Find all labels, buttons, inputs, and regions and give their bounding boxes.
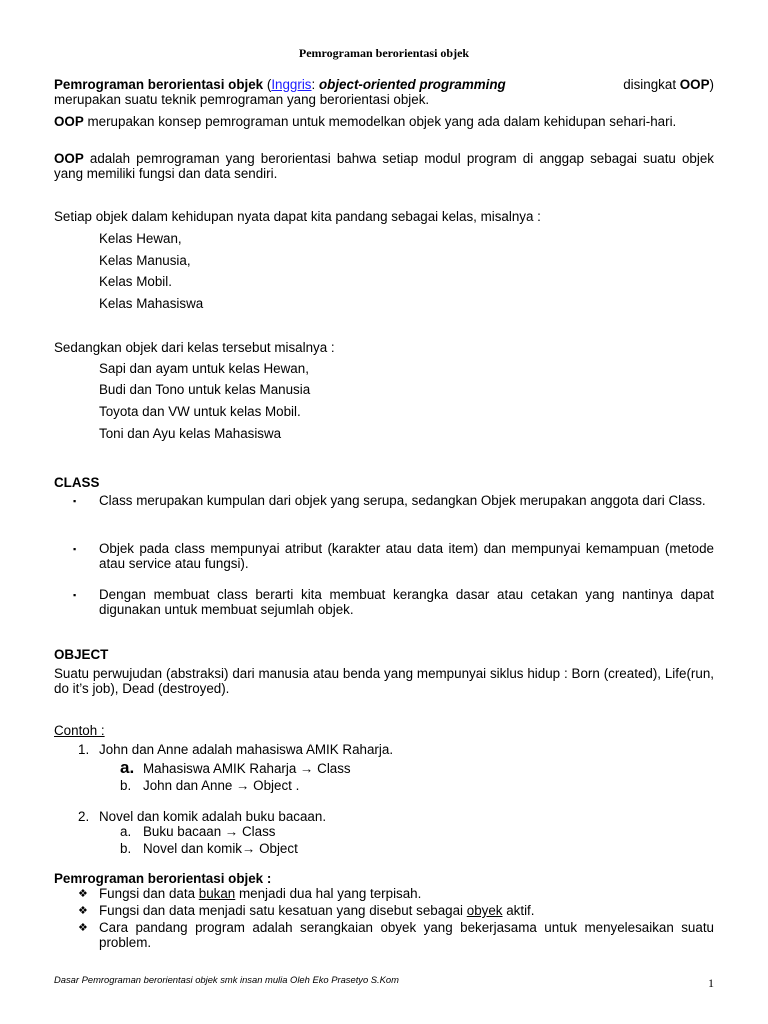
pbo-heading: Pemrograman berorientasi objek : bbox=[54, 871, 272, 886]
intro-line-1 bbox=[54, 77, 714, 92]
object-item: Toni dan Ayu kelas Mahasiswa bbox=[99, 426, 282, 441]
class-item: Kelas Manusia, bbox=[99, 253, 191, 268]
square-bullet-icon: ▪ bbox=[73, 544, 77, 554]
page-title: Pemrograman berorientasi objek bbox=[298, 46, 470, 60]
inggris-link[interactable]: Inggris bbox=[271, 77, 312, 92]
example-letter: b. bbox=[120, 841, 132, 856]
oop-paragraph-1 bbox=[54, 114, 714, 129]
intro-paragraph bbox=[54, 77, 714, 107]
pbo-item-text: Fungsi dan data menjadi satu kesatuan yang disebut sebagai bbox=[99, 903, 467, 918]
object-item: Budi dan Tono untuk kelas Manusia bbox=[99, 382, 311, 397]
example-letter: b. bbox=[120, 778, 132, 793]
square-bullet-icon: ▪ bbox=[73, 496, 77, 506]
oop-text-2: adalah pemrograman yang berorientasi bahwa setiap modul program di anggap sebagai suatu objek yang memiliki fungsi dan data sendiri. bbox=[54, 151, 714, 181]
intro-abbr-group bbox=[623, 77, 714, 92]
page-number: 1 bbox=[708, 976, 714, 990]
intro-term: Pemrograman berorientasi objek bbox=[54, 77, 264, 92]
contoh-label: Contoh : bbox=[54, 723, 105, 738]
pbo-item-text: aktif. bbox=[502, 903, 535, 918]
example-subitem: John dan Anne → Object . bbox=[143, 778, 300, 793]
oop-term-2: OOP bbox=[54, 151, 84, 166]
diamond-bullet-icon: ❖ bbox=[78, 905, 88, 917]
class-bullet: Objek pada class mempunyai atribut (karakter atau data item) dan mempunyai kemampuan (metode atau service atau fungsi). bbox=[99, 541, 714, 571]
intro-abbr: OOP bbox=[679, 77, 710, 92]
pbo-item-text: menjadi dua hal yang terpisah. bbox=[235, 886, 422, 901]
oop-paragraph-2 bbox=[54, 151, 714, 181]
classes-intro: Setiap objek dalam kehidupan nyata dapat kita pandang sebagai kelas, misalnya : bbox=[54, 209, 541, 224]
intro-abbr-text: disingkat bbox=[623, 77, 680, 92]
diamond-bullet-icon: ❖ bbox=[78, 922, 88, 934]
object-item: Sapi dan ayam untuk kelas Hewan, bbox=[99, 361, 309, 376]
example-text: John dan Anne adalah mahasiswa AMIK Raharja. bbox=[99, 742, 394, 757]
pbo-item-underline: obyek bbox=[466, 903, 503, 918]
example-subitem: Buku bacaan → Class bbox=[143, 824, 276, 839]
intro-term-group bbox=[54, 77, 506, 92]
objects-intro: Sedangkan objek dari kelas tersebut misalnya : bbox=[54, 340, 335, 355]
oop-text-1: merupakan konsep pemrograman untuk memodelkan objek yang ada dalam kehidupan sehari-hari. bbox=[83, 114, 677, 129]
pbo-item-text: Fungsi dan data bbox=[99, 886, 199, 901]
example-subitem: Novel dan komik→ Object bbox=[143, 841, 298, 856]
diamond-bullet-icon: ❖ bbox=[78, 888, 88, 900]
class-item: Kelas Mobil. bbox=[99, 274, 172, 289]
example-letter: a. bbox=[120, 824, 132, 839]
pbo-item: Cara pandang program adalah serangkaian obyek yang bekerjasama untuk menyelesaikan suatu problem. bbox=[99, 920, 714, 950]
intro-open-paren: ( bbox=[263, 77, 272, 92]
class-item: Kelas Hewan, bbox=[99, 231, 182, 246]
square-bullet-icon: ▪ bbox=[73, 590, 77, 600]
example-subitem: Mahasiswa AMIK Raharja → Class bbox=[143, 761, 351, 776]
class-bullet: Class merupakan kumpulan dari objek yang serupa, sedangkan Objek merupakan anggota dari Class. bbox=[99, 493, 706, 508]
pbo-item bbox=[99, 903, 535, 918]
oop-term-1: OOP bbox=[54, 114, 84, 129]
intro-colon: : bbox=[311, 77, 319, 92]
object-item: Toyota dan VW untuk kelas Mobil. bbox=[99, 404, 301, 419]
example-number: 1. bbox=[78, 742, 90, 757]
intro-line-2: merupakan suatu teknik pemrograman yang berorientasi objek. bbox=[54, 92, 430, 107]
class-item: Kelas Mahasiswa bbox=[99, 296, 204, 311]
page-footer: Dasar Pemrograman berorientasi objek smk insan mulia Oleh Eko Prasetyo S.Kom bbox=[54, 974, 399, 985]
example-number: 2. bbox=[78, 809, 90, 824]
class-bullet: Dengan membuat class berarti kita membuat kerangka dasar atau cetakan yang nantinya dapat digunakan untuk membuat sejumlah objek. bbox=[99, 587, 714, 617]
pbo-item-underline: bukan bbox=[198, 886, 236, 901]
object-heading: OBJECT bbox=[54, 647, 109, 662]
intro-close: ) bbox=[709, 77, 714, 92]
class-heading: CLASS bbox=[54, 475, 100, 490]
example-letter: a. bbox=[120, 758, 135, 777]
intro-english: object-oriented programming bbox=[318, 77, 506, 92]
example-text: Novel dan komik adalah buku bacaan. bbox=[99, 809, 327, 824]
object-definition: Suatu perwujudan (abstraksi) dari manusia atau benda yang mempunyai siklus hidup : Born (created), Life(run, do it’s job), Dead (destroyed). bbox=[54, 666, 714, 696]
pbo-item bbox=[99, 886, 421, 901]
